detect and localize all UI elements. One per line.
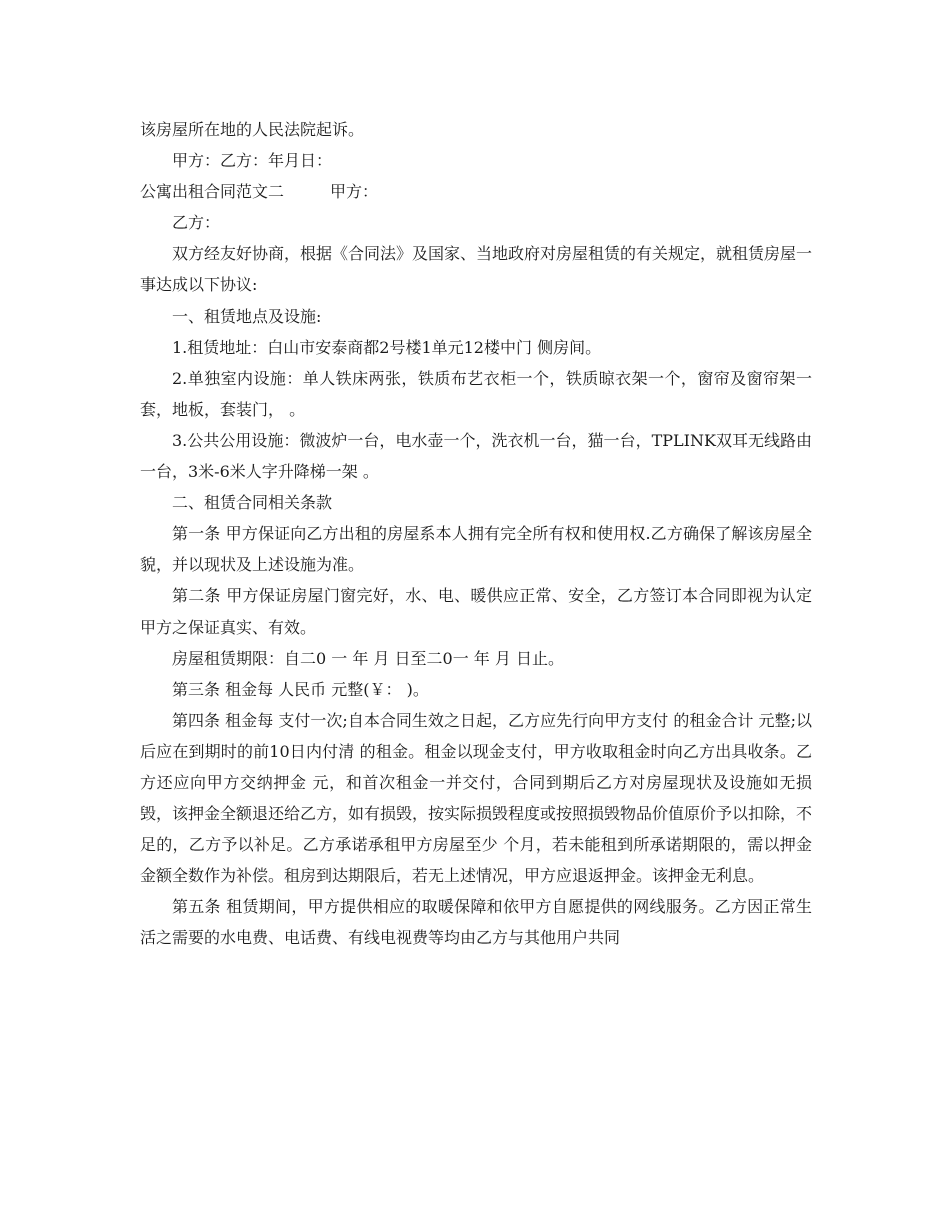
paragraph-signature-line: 甲方：乙方：年月日： [172, 151, 333, 171]
paragraph: 第四条 租金每 支付一次;自本合同生效之日起，乙方应先行向甲方支付 的租金合计 元整;以后应在到期时的前10日内付清 的租金。租金以现金支付，甲方收取租金时向乙方出具收条。乙方还应向甲方交纳押金 元，和首次租金一并交付，合同到期后乙方对房屋现状及设施如无损毁，该押金全额退还给乙方，如有损毁，按实际损毁程度或按照损毁物品价值原价予以扣除，不足的，乙方予以补足。乙方承诺承租甲方房屋至少 个月，若未能租到所承诺期限的，需以押金金额全数作为补偿。租房到达期限后，若无上述情况，甲方应退返押金。该押金无利息。 [140, 710, 813, 886]
section-heading: 一、租赁地点及设施: [172, 306, 322, 326]
paragraph: 第一条 甲方保证向乙方出租的房屋系本人拥有完全所有权和使用权.乙方确保了解该房屋全貌，并以现状及上述设施为准。 [140, 524, 812, 575]
paragraph: 第五条 租赁期间，甲方提供相应的取暖保障和依甲方自愿提供的网线服务。乙方因正常生活之需要的水电费、电话费、有线电视费等均由乙方与其他用户共同 [140, 897, 812, 948]
paragraph: 该房屋所在地的人民法院起诉。 [140, 120, 365, 139]
document-body [140, 114, 812, 954]
paragraph-section-heading [140, 176, 812, 207]
section-heading: 二、租赁合同相关条款 [172, 493, 333, 513]
paragraph: 双方经友好协商，根据《合同法》及国家、当地政府对房屋租赁的有关规定，就租赁房屋一事达成以下协议: [140, 244, 813, 295]
party-a-label: 甲方： [330, 182, 379, 202]
paragraph: 3.公共公用设施：微波炉一台，电水壶一个，洗衣机一台，猫一台，TPLINK双耳无线路由一台，3米-6米人字升降梯一架 。 [140, 430, 812, 482]
paragraph: 房屋租赁期限：自二0 一 年 月 日至二0一 年 月 日止。 [172, 648, 564, 668]
paragraph: 第三条 租金每 人民币 元整(￥： )。 [172, 679, 429, 699]
paragraph: 第二条 甲方保证房屋门窗完好，水、电、暖供应正常、安全，乙方签订本合同即视为认定甲方之保证真实、有效。 [140, 586, 812, 637]
paragraph: 1.租赁地址：白山市安泰商都2号楼1单元12楼中门 侧房间。 [172, 337, 602, 357]
party-b-label: 乙方： [172, 213, 221, 233]
paragraph: 2.单独室内设施：单人铁床两张，铁质布艺衣柜一个，铁质晾衣架一个，窗帘及窗帘架一套，地板，套装门， 。 [140, 368, 812, 419]
document-title: 公寓出租合同范文二 [140, 182, 285, 202]
